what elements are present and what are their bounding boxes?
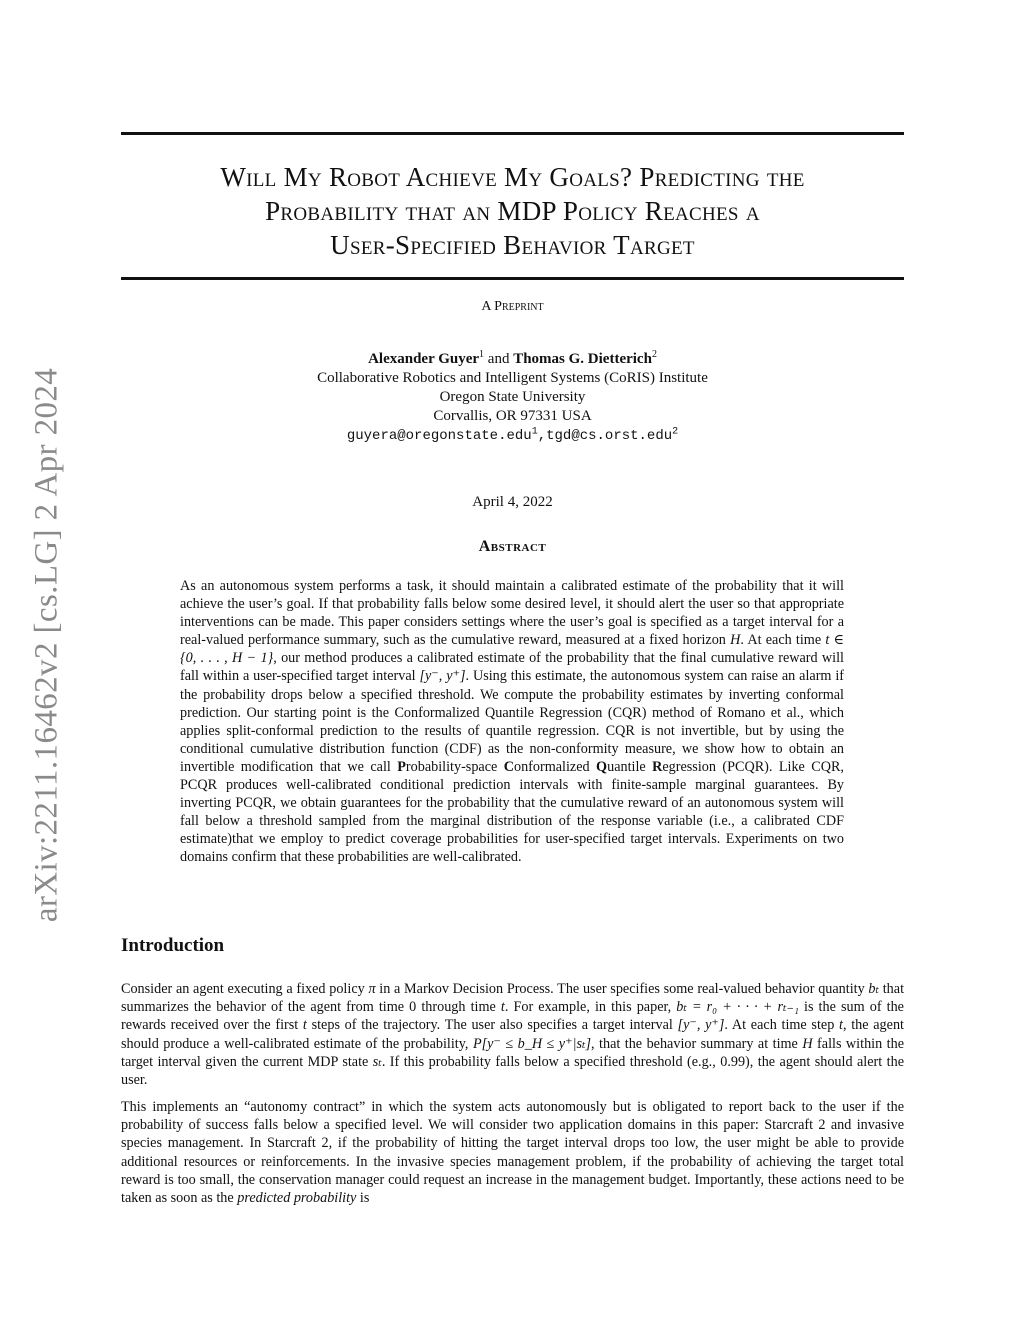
title-line-3: User-Specified Behavior Target xyxy=(330,230,695,260)
author-emails xyxy=(121,427,904,446)
abstract-text: As an autonomous system performs a task, it should maintain a calibrated estimate of the probability that it will achieve the user’s goal. If that probability falls below some desired level, it should alert the user so that appropriate interventions can be made. This paper considers settings where the user’s goal is specified as a target interval for a real-valued performance summary, such as the cumulative reward, measured at a fixed horizon H. At each time t ∈ {0, . . . , H − 1}, our method produces a calibrated estimate of the probability that the final cumulative reward will fall within a user-specified target interval [y⁻, y⁺]. Using this estimate, the autonomous system can raise an alarm if the probability drops below a specified threshold. We compute the probability estimates by inverting conformal prediction. Our starting point is the Conformalized Quantile Regression (CQR) method of Romano et al., which applies split-conformal prediction to the results of quantile regression. CQR is not invertible, but by using the conditional cumulative distribution function (CDF) as the non-conformity measure, we show how to obtain an invertible modification that we call Probability-space Conformalized Quantile Regression (PCQR). Like CQR, PCQR produces well-calibrated conditional prediction intervals with finite-sample marginal guarantees. By inverting PCQR, we obtain guarantees for the probability that the cumulative reward of an autonomous system will fall below a threshold sampled from the marginal distribution of the response variable (i.e., a calibrated CDF estimate)that we employ to predict coverage probabilities for user-specified target intervals. Experiments on two domains confirm that these probabilities are well-calibrated. xyxy=(180,578,845,866)
title-top-rule xyxy=(121,132,904,135)
affiliation-line-1: Collaborative Robotics and Intelligent Systems (CoRIS) Institute xyxy=(317,370,708,386)
affiliation-line-2: Oregon State University xyxy=(439,389,586,405)
author-2-affiliation-mark: 2 xyxy=(651,349,657,360)
math-horizon: H xyxy=(730,632,741,649)
math-time-range: t ∈ {0, . . . , H − 1} xyxy=(180,632,844,667)
author-2-name: Thomas G. Dietterich xyxy=(513,351,652,367)
author-conjunction: and xyxy=(484,351,514,367)
email-1[interactable]: guyera@oregonstate.edu xyxy=(346,428,532,444)
title-line-1: Will My Robot Achieve My Goals? Predicting the xyxy=(220,162,805,192)
preprint-label: A Preprint xyxy=(481,299,544,314)
introduction-heading: Introduction xyxy=(121,935,225,956)
paper-title xyxy=(121,160,904,262)
title-bottom-rule xyxy=(121,277,904,280)
author-block xyxy=(121,350,904,446)
email-separator: , xyxy=(537,428,547,444)
author-1-name: Alexander Guyer xyxy=(368,351,480,367)
email-2[interactable]: tgd@cs.orst.edu xyxy=(546,428,673,444)
introduction-paragraph-2: This implements an “autonomy contract” in which the system acts autonomously but is obligated to report back to the user if the probability of success falls below a specified level. We will consider two application domains in this paper: Starcraft 2 and invasive species management. In Starcraft 2, if the probability of hitting the target interval drops too low, the user might be able to provide additional resources or reinforcements. In the invasive species management problem, if the probability of achieving the target total reward is too small, the conservation manager could request an increase in the management budget. Importantly, these actions need to be taken as soon as the predicted probability is xyxy=(121,1099,904,1207)
email-1-mark: 1 xyxy=(531,426,538,438)
email-2-mark: 2 xyxy=(672,426,679,438)
emphasized-phrase: predicted probability xyxy=(237,1190,357,1207)
author-1-affiliation-mark: 1 xyxy=(479,349,485,360)
introduction-paragraph-1: Consider an agent executing a fixed policy π in a Markov Decision Process. The user specifies some real-valued behavior quantity bₜ that summarizes the behavior of the agent from time 0 through time t. For example, in this paper, bₜ = r₀ + · · · + rₜ₋₁ is the sum of the rewards received over the first t steps of the trajectory. The user also specifies a target interval [y⁻, y⁺]. At each time step t, the agent should produce a well-calibrated estimate of the probability, P[y⁻ ≤ b_H ≤ y⁺|sₜ], that the behavior summary at time H falls within the target interval given the current MDP state sₜ. If this probability falls below a specified threshold (e.g., 0.99), the agent should alert the user. xyxy=(121,981,905,1089)
paper-date: April 4, 2022 xyxy=(472,494,553,510)
math-target-interval: [y⁻, y⁺] xyxy=(419,668,466,685)
arxiv-identifier-stamp: arXiv:2211.16462v2 [cs.LG] 2 Apr 2024 xyxy=(28,367,65,923)
affiliation-line-3: Corvallis, OR 97331 USA xyxy=(433,408,592,424)
author-names xyxy=(121,350,904,369)
title-line-2: Probability that an MDP Policy Reaches a xyxy=(265,196,760,226)
abstract-heading: Abstract xyxy=(478,538,547,555)
